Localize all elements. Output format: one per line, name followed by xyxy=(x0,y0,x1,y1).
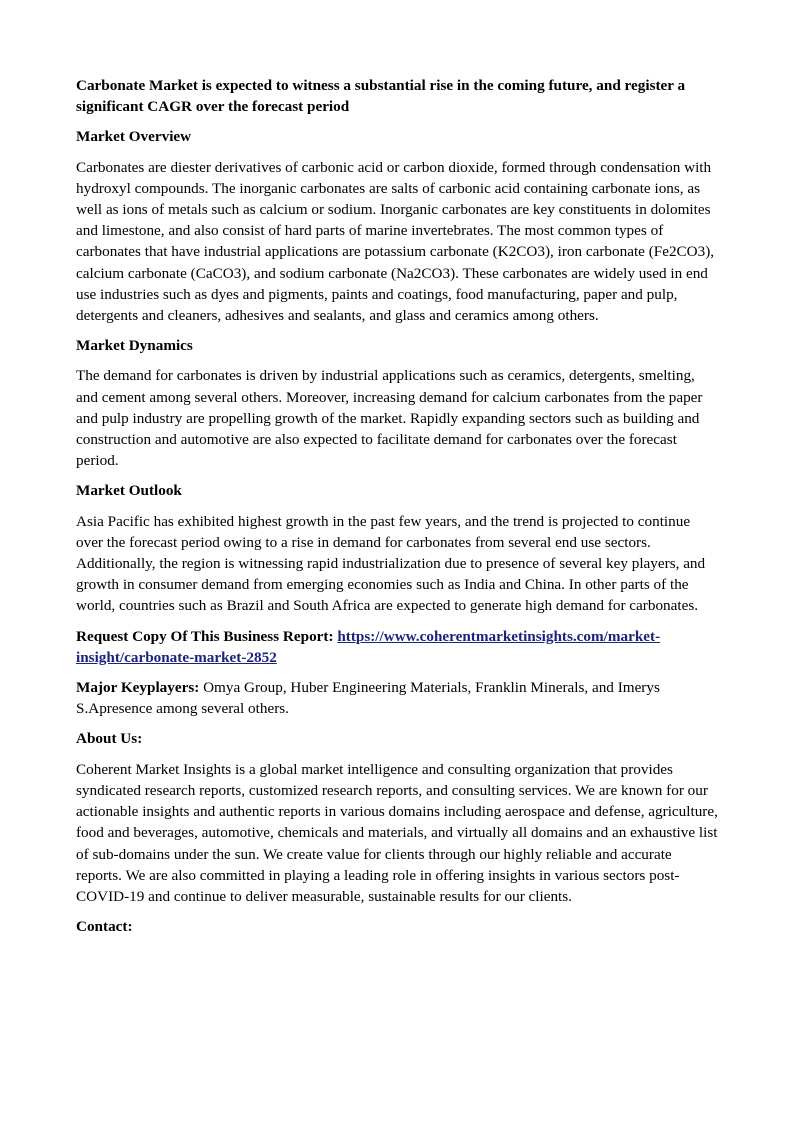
report-link[interactable]: https://www.coherentmarketinsights.com/market-insight/carbonate-market-2852 xyxy=(76,627,661,666)
request-copy-label: Request Copy Of This Business Report: xyxy=(76,627,334,645)
about-us-heading: About Us: xyxy=(76,730,143,748)
contact-heading: Contact: xyxy=(76,918,133,936)
keyplayers-line xyxy=(76,677,718,719)
document-title: Carbonate Market is expected to witness a substantial rise in the coming future, and register a significant CAGR over the forecast period xyxy=(76,77,686,116)
market-overview-paragraph: Carbonates are diester derivatives of carbonic acid or carbon dioxide, formed through condensation with hydroxyl compounds. The inorganic carbonates are salts of carbonic acid containing carbonate ions, as well as ions of metals such as calcium or sodium. Inorganic carbonates are key constituents in dolomites and limestone, and also consist of hard parts of marine invertebrates. The most common types of carbonates that have industrial applications are potassium carbonate (K2CO3), iron carbonate (Fe2CO3), calcium carbonate (CaCO3), and sodium carbonate (Na2CO3). These carbonates are widely used in end use industries such as dyes and pigments, paints and coatings, food manufacturing, paper and pulp, detergents and cleaners, adhesives and sealants, and glass and ceramics among others. xyxy=(76,158,715,325)
market-outlook-paragraph: Asia Pacific has exhibited highest growth in the past few years, and the trend is projected to continue over the forecast period owing to a rise in demand for carbonates from several end use sectors. Additionally, the region is witnessing rapid industrialization due to presence of several key players, and growth in consumer demand from emerging economies such as India and China. In other parts of the world, countries such as Brazil and South Africa are expected to generate high demand for carbonates. xyxy=(76,512,706,615)
request-copy-line xyxy=(76,626,718,668)
keyplayers-text: Omya Group, Huber Engineering Materials, Franklin Minerals, and Imerys S.Apresence among several others. xyxy=(76,679,660,718)
market-outlook-heading: Market Outlook xyxy=(76,482,182,500)
market-overview-heading: Market Overview xyxy=(76,128,192,146)
market-dynamics-heading: Market Dynamics xyxy=(76,337,193,355)
about-us-paragraph: Coherent Market Insights is a global market intelligence and consulting organization that provides syndicated research reports, customized research reports, and consulting services. We are known for our actionable insights and authentic reports in various domains including aerospace and defense, agriculture, food and beverages, automotive, chemicals and materials, and virtually all domains and an exhaustive list of sub-domains under the sun. We create value for clients through our highly reliable and accurate reports. We are also committed in playing a leading role in offering insights in various sectors post-COVID-19 and continue to deliver measurable, sustainable results for our clients. xyxy=(76,760,718,905)
market-dynamics-paragraph: The demand for carbonates is driven by industrial applications such as ceramics, detergents, smelting, and cement among several others. Moreover, increasing demand for calcium carbonates from the paper and pulp industry are propelling growth of the market. Rapidly expanding sectors such as building and construction and automotive are also expected to facilitate demand for carbonates over the forecast period. xyxy=(76,367,703,470)
keyplayers-label: Major Keyplayers: xyxy=(76,679,200,697)
